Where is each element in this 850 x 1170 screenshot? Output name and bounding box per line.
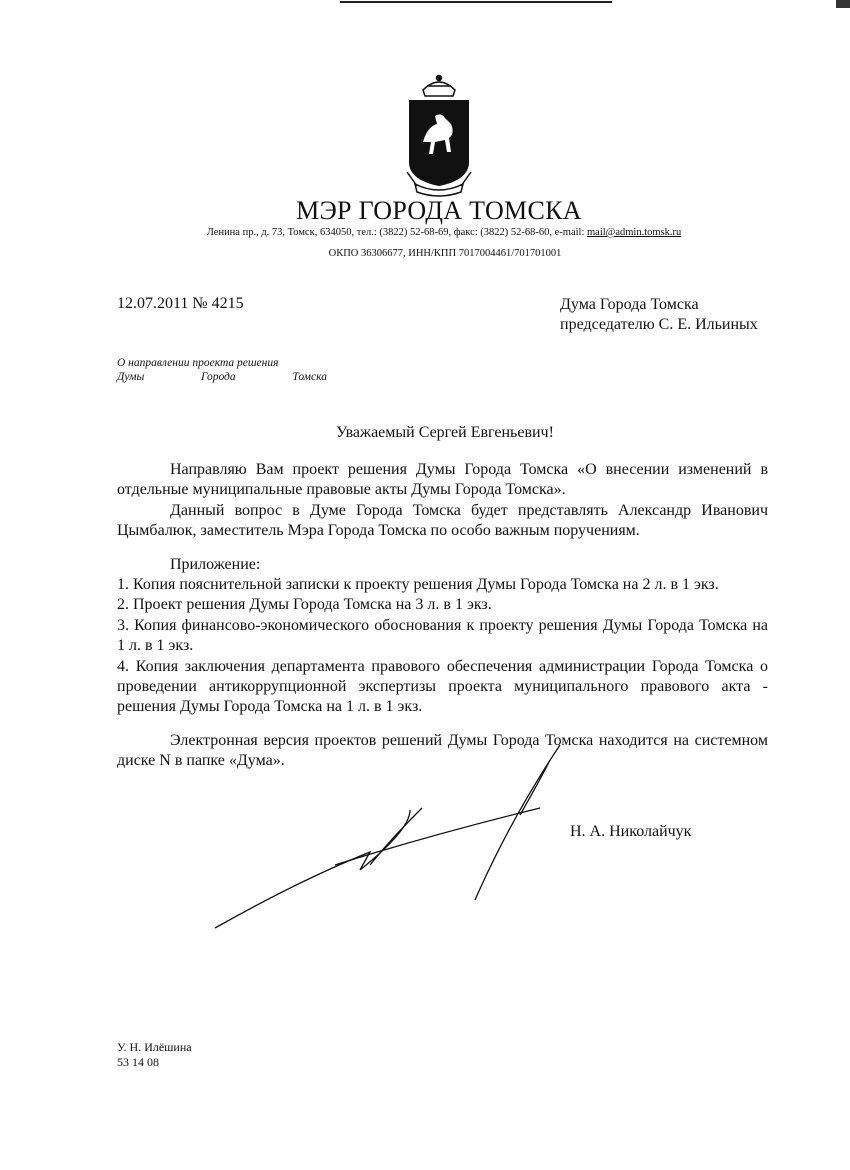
address-text: Ленина пр., д. 73, Томск, 634050, тел.: (3822) 52-68-69, факс: (3822) 52-68-60, e-mail: xyxy=(206,227,588,238)
recipient-line: председателю С. Е. Ильиных xyxy=(560,316,758,333)
greeting: Уважаемый Сергей Евгеньевич! xyxy=(336,424,554,441)
handwritten-signature xyxy=(210,740,570,940)
attachment-item: 4. Копия заключения департамента правового обеспечения администрации Города Томска о проведении антикоррупционной экспертизы проекта муниципального правового акта - решения Думы Города Томска на 1 л. в 1 экз. xyxy=(117,657,768,716)
letterhead-title: МЭР ГОРОДА ТОМСКА xyxy=(296,196,582,225)
subject-word: Города xyxy=(201,371,236,383)
body-paragraph: Электронная версия проектов решений Думы Города Томска находится на системном диске N в папке «Дума». xyxy=(117,731,768,770)
letter-body xyxy=(117,460,768,772)
scan-edge-line xyxy=(340,1,612,3)
recipient-line: Дума Города Томска xyxy=(560,296,699,313)
scan-edge-mark xyxy=(836,0,850,8)
letterhead-address xyxy=(0,227,850,238)
subject-block xyxy=(117,356,327,384)
tomsk-coat-of-arms-icon xyxy=(405,72,473,197)
date-number: 12.07.2011 № 4215 xyxy=(117,295,244,312)
subject-word: Томска xyxy=(292,371,327,383)
body-paragraph: Направляю Вам проект решения Думы Города Томска «О внесении изменений в отдельные муниципальные правовые акты Думы Города Томска». xyxy=(117,461,768,499)
attachment-item: 2. Проект решения Думы Города Томска на 3 л. в 1 экз. xyxy=(117,596,492,614)
attachment-item: 3. Копия финансово-экономического обоснования к проекту решения Думы Города Томска на 1 л. в 1 экз. xyxy=(117,616,768,655)
body-paragraph: Данный вопрос в Думе Города Томска будет представлять Александр Иванович Цымбалюк, заместитель Мэра Города Томска по особо важным поручениям. xyxy=(117,501,768,540)
executor-name: У. Н. Илёшина xyxy=(117,1040,192,1054)
subject-line: О направлении проекта решения xyxy=(117,357,279,369)
executor-phone: 53 14 08 xyxy=(117,1055,159,1069)
letterhead-codes: ОКПО 36306677, ИНН/КПП 7017004461/701701001 xyxy=(328,248,562,259)
subject-word: Думы xyxy=(117,371,145,383)
signatory-name: Н. А. Николайчук xyxy=(570,823,692,840)
recipient-block xyxy=(560,295,758,335)
executor-block xyxy=(117,1040,192,1070)
attachments-title: Приложение: xyxy=(170,555,261,573)
attachment-item: 1. Копия пояснительной записки к проекту решения Думы Города Томска на 2 л. в 1 экз. xyxy=(117,576,719,594)
email-link[interactable]: mail@admin.tomsk.ru xyxy=(587,227,682,238)
